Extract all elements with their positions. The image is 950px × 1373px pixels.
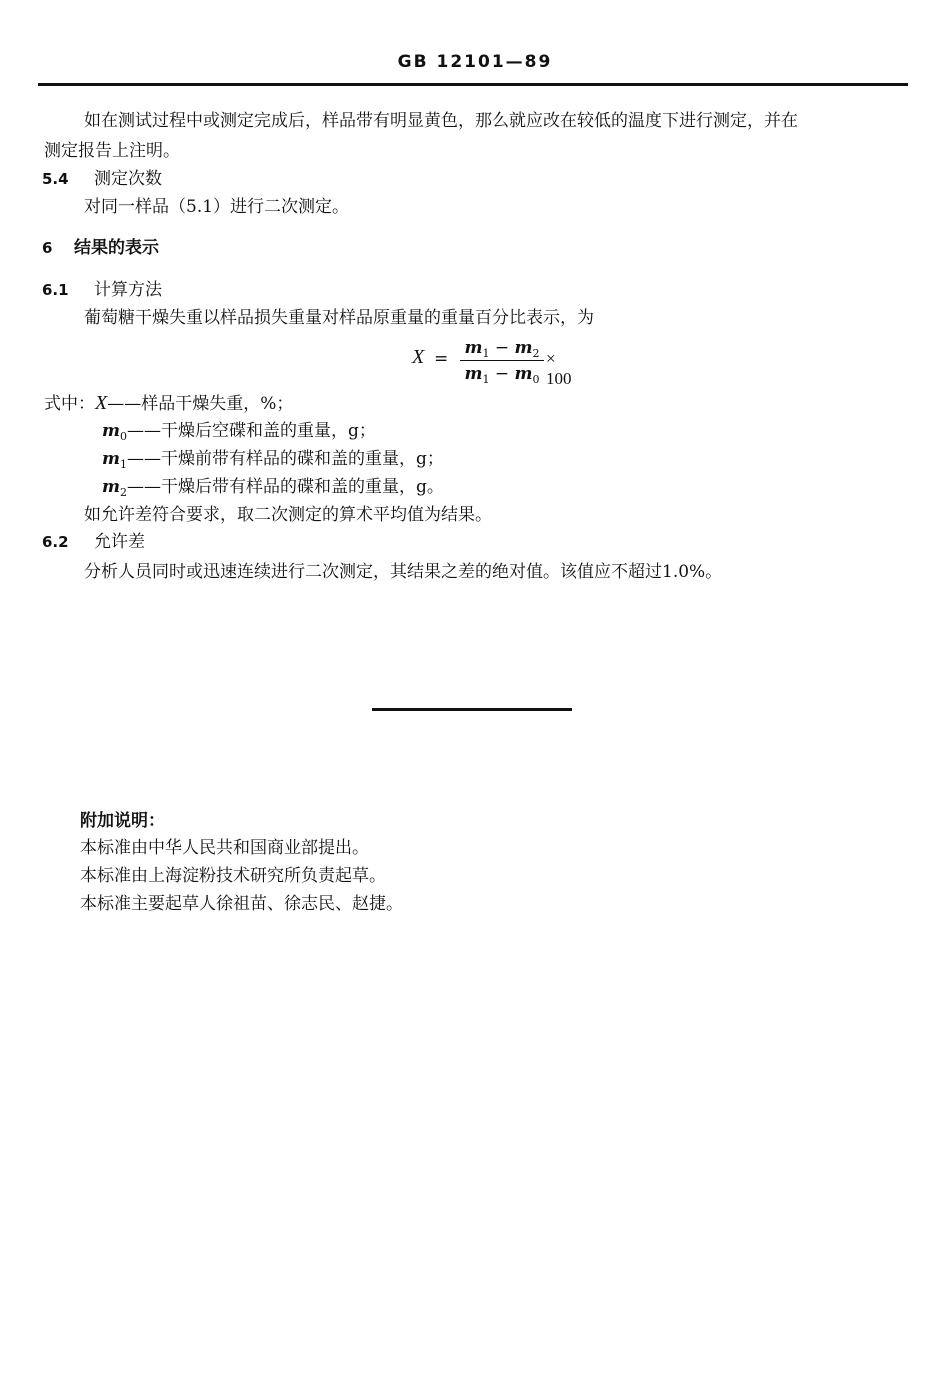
section-title: 结果的表示	[74, 238, 159, 258]
variable-symbol: m	[102, 449, 120, 469]
where-prefix: 式中：	[44, 394, 95, 414]
section-heading-5-4	[42, 168, 162, 190]
variable-definition: $m_0——$干燥后空碟和盖的重量，g；	[102, 421, 376, 443]
end-of-text-rule	[372, 708, 572, 711]
section-heading-6-1	[42, 279, 162, 301]
variable-description: ——样品干燥失重，%；	[107, 394, 294, 414]
section-title: 计算方法	[94, 280, 162, 300]
section-title: 允许差	[94, 532, 145, 552]
fraction-bar	[460, 360, 544, 361]
appendix-title: 附加说明：	[80, 811, 165, 831]
variable-description: ——干燥前带有样品的碟和盖的重量，g；	[127, 449, 444, 469]
paragraph-line: 对同一样品（5.1）进行二次测定。	[84, 197, 350, 217]
section-number: 6	[42, 239, 53, 257]
section-heading-6	[42, 237, 159, 259]
appendix-line: 本标准主要起草人徐祖苗、徐志民、赵捷。	[80, 894, 403, 914]
paragraph-line: 分析人员同时或迅速连续进行二次测定，其结果之差的绝对值。该值应不超过1.0%。	[84, 562, 723, 582]
formula-denominator: $m_1 - m_0$	[464, 364, 540, 386]
section-number: 6.1	[42, 281, 69, 299]
variable-description: ——干燥后带有样品的碟和盖的重量，g。	[127, 477, 444, 497]
variable-symbol: m	[102, 477, 120, 497]
paragraph-line: 如在测试过程中或测定完成后，样品带有明显黄色，那么就应改在较低的温度下进行测定，并在	[84, 111, 798, 131]
section-title: 测定次数	[94, 169, 162, 189]
formula-multiplier: × 100	[546, 349, 572, 388]
header-rule	[38, 83, 908, 86]
paragraph-line: 如允许差符合要求，取二次测定的算术平均值为结果。	[84, 505, 492, 525]
formula-lhs: X	[412, 346, 425, 368]
paragraph-line: 葡萄糖干燥失重以样品损失重量对样品原重量的重量百分比表示，为	[84, 308, 594, 328]
variable-description: ——干燥后空碟和盖的重量，g；	[127, 421, 376, 441]
appendix-line: 本标准由中华人民共和国商业部提出。	[80, 838, 369, 858]
section-number: 6.2	[42, 533, 69, 551]
appendix-line: 本标准由上海淀粉技术研究所负责起草。	[80, 866, 386, 886]
variable-symbol: X	[95, 392, 108, 414]
paragraph-line: 测定报告上注明。	[44, 141, 180, 161]
variable-definition	[44, 392, 293, 415]
variable-definition: $m_1——$干燥前带有样品的碟和盖的重量，g；	[102, 449, 444, 471]
formula-numerator: $m_1 - m_2$	[464, 338, 540, 360]
variable-symbol: m	[102, 421, 120, 441]
section-number: 5.4	[42, 170, 69, 188]
standard-code-header: GB 12101—89	[397, 52, 553, 72]
formula-equals: =	[434, 349, 449, 369]
section-heading-6-2	[42, 531, 145, 553]
variable-definition: $m_2——$干燥后带有样品的碟和盖的重量，g。	[102, 477, 444, 499]
